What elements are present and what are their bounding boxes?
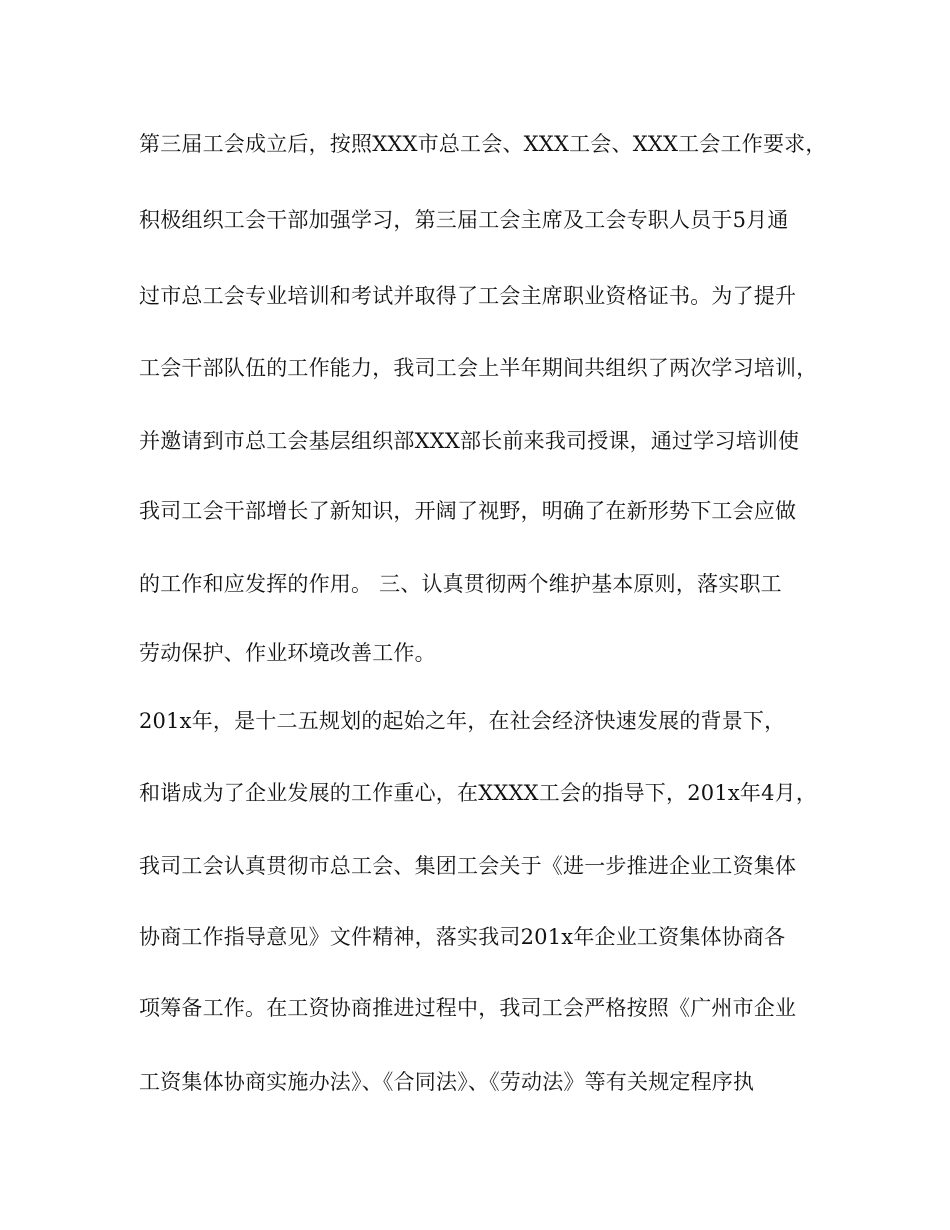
text-line: 我司工会认真贯彻市总工会、集团工会关于《进一步推进企业工资集体: [139, 854, 797, 878]
text-line: 第三届工会成立后，按照XXX市总工会、XXX工会、XXX工会工作要求，: [139, 132, 827, 156]
text-line: 工会干部队伍的工作能力，我司工会上半年期间共组织了两次学习培训，: [139, 356, 818, 380]
text-line: 劳动保护、作业环境改善工作。: [139, 641, 436, 665]
text-line: 协商工作指导意见》文件精神，落实我司201x年企业工资集体协商各: [139, 925, 786, 949]
text-line: 过市总工会专业培训和考试并取得了工会主席职业资格证书。为了提升: [139, 284, 797, 308]
text-line: 和谐成为了企业发展的工作重心，在XXXX工会的指导下，201x年4月，: [139, 781, 818, 805]
text-line: 的工作和应发挥的作用。 三、认真贯彻两个维护基本原则，落实职工: [139, 572, 782, 596]
text-line: 201x年，是十二五规划的起始之年，在社会经济快速发展的背景下，: [139, 709, 786, 733]
text-line: 积极组织工会干部加强学习，第三届工会主席及工会专职人员于5月通: [139, 208, 789, 232]
text-line: 项筹备工作。在工资协商推进过程中，我司工会严格按照《广州市企业: [139, 996, 797, 1020]
text-line: 我司工会干部增长了新知识，开阔了视野，明确了在新形势下工会应做: [139, 499, 797, 523]
text-line: 工资集体协商实施办法》、《合同法》、《劳动法》等有关规定程序执: [139, 1070, 755, 1094]
text-line: 并邀请到市总工会基层组织部XXX部长前来我司授课，通过学习培训使: [139, 429, 800, 453]
